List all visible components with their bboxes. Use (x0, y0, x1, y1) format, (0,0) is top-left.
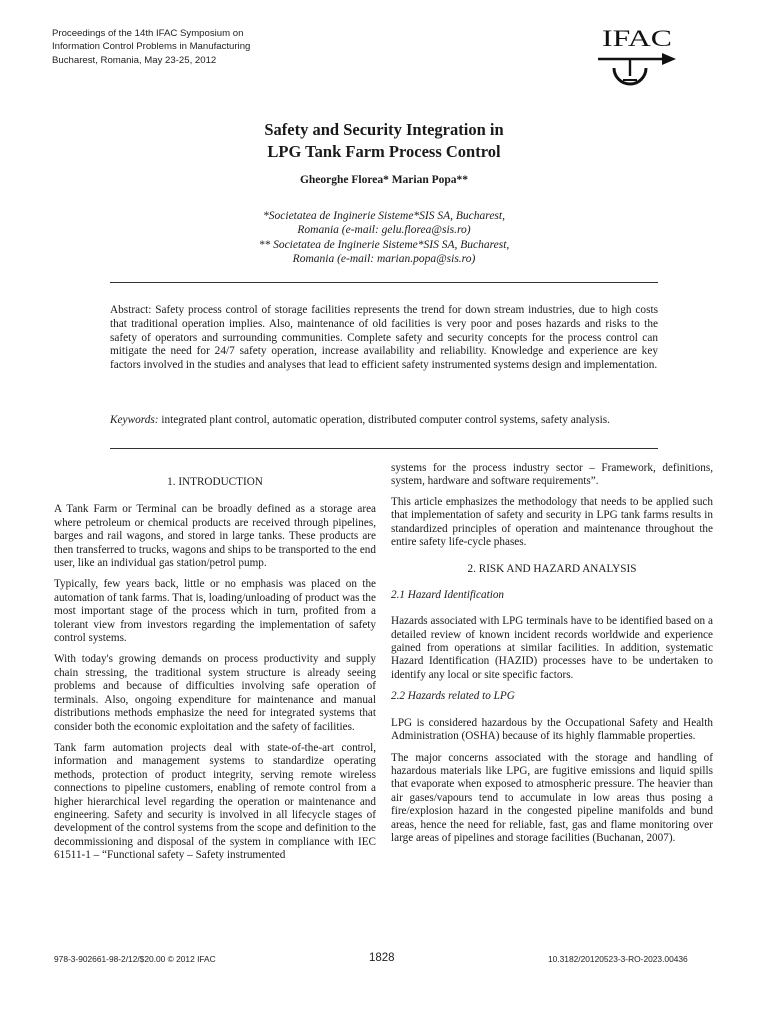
title-line: Safety and Security Integration in (264, 120, 504, 139)
body-paragraph: A Tank Farm or Terminal can be broadly defined as a storage area where petroleum or chemical products are received through pipelines, barges and rail wagons, and stored in large tanks. These products are then transferred to trucks, wagons and ships to be transported to the end user, like an individual gas station/petrol pump. (54, 503, 376, 570)
ifac-logo-text: IFAC (602, 26, 672, 51)
body-paragraph: The major concerns associated with the storage and handling of hazardous materials like LPG, are fugitive emissions and liquid spills that evaporate when exposed to atmospheric pressure. The heavier than air gases/vapours tend to accumulate in low areas thus posing a fire/explosion hazard in the congested pipeline manifolds and bund areas, hence the need for reliable, fast, gas and flame monitoring over large areas of pipelines and storage facilities (Buchanan, 2007). (391, 751, 713, 844)
section-heading-introduction: 1. INTRODUCTION (167, 476, 263, 488)
subsection-heading: 2.1 Hazard Identification (391, 588, 505, 601)
affiliation-line: ** Societatea de Inginerie Sisteme*SIS SA, Bucharest, (258, 238, 510, 251)
subsection-heading: 2.2 Hazards related to LPG (391, 690, 515, 703)
title-line: LPG Tank Farm Process Control (267, 142, 501, 161)
affiliation-line: *Societatea de Inginerie Sisteme*SIS SA, Bucharest, (263, 210, 505, 222)
page-number: 1828 (369, 952, 395, 964)
proceedings-header (52, 27, 250, 67)
right-column (391, 462, 713, 853)
body-paragraph: With today's growing demands on process productivity and supply chain stressing, the traditional system structure is already seeing problems and because of difficulties involving safe operation of terminals. Also, ongoing expenditure for maintenance and manual distributions methods emphasize the need for integrated systems that consider both the economic exploitation and the safety of facilities. (54, 653, 376, 733)
footer-isbn: 978-3-902661-98-2/12/$20.00 © 2012 IFAC (54, 954, 216, 964)
ifac-logo (596, 24, 680, 104)
body-paragraph: This article emphasizes the methodology that needs to be applied such that implementation of safety and security in LPG tank farms results in standardized principles of operation and maintenance throughout the entire safety life-cycle phases. (391, 495, 713, 549)
keywords-label: Keywords: (110, 414, 159, 426)
keywords-text: integrated plant control, automatic operation, distributed computer control systems, safety analysis. (158, 414, 610, 426)
body-paragraph: LPG is considered hazardous by the Occupational Safety and Health Administration (OSHA) because of its highly flammable properties. (391, 716, 713, 743)
section-heading-risk: 2. RISK AND HAZARD ANALYSIS (467, 563, 637, 576)
abstract: Abstract: Safety process control of storage facilities represents the trend for down stream industries, due to high costs that traditional operation implies. Also, maintenance of old facilities is very poor and poses hazards and risks to the safety of operators and surrounding communities. Complete safety and security concepts for the process control can mitigate the need for 24/7 safety operation, increase availability and reliability. Knowledge and experience are key factors involved in the studies and analyses that lead to efficient safety instrumented systems design and implementation. (110, 304, 658, 372)
body-paragraph: systems for the process industry sector – Framework, definitions, system, hardware and software requirements”. (391, 462, 713, 488)
body-paragraph: Tank farm automation projects deal with state-of-the-art control, information and management systems to standardize operating methods, protection of product integrity, serving remote wireless connections to pipeline customers, enabling of remote control from a higher hierarchical level regarding the operation or maintenance and engineering. Safety and security is involved in all lifecycle stages of development of the control systems from the scope and definition to the decommissioning and disposal of the system in compliance with IEC 61511-1 – “Functional safety – Safety instrumented (54, 741, 376, 862)
left-column (54, 462, 376, 871)
proceedings-line: Information Control Problems in Manufacturing (52, 41, 251, 53)
body-paragraph: Hazards associated with LPG terminals have to be identified based on a detailed review of known incident records worldwide and experience gained from operations at similar facilities. In addition, systematic Hazard Identification (HAZID) processes have to be undertaken to identify any local or site specific factors. (391, 615, 713, 681)
bottom-rule (110, 448, 658, 449)
footer-doi: 10.3182/20120523-3-RO-2023.00436 (548, 954, 688, 964)
authors: Gheorghe Florea* Marian Popa** (299, 174, 469, 186)
proceedings-line: Proceedings of the 14th IFAC Symposium on (52, 28, 244, 39)
affiliation-line: Romania (e-mail: marian.popa@sis.ro) (292, 252, 476, 265)
affiliation-line: Romania (e-mail: gelu.florea@sis.ro) (297, 224, 471, 237)
proceedings-line: Bucharest, Romania, May 23-25, 2012 (52, 54, 217, 66)
paper-title (0, 119, 768, 163)
affiliations (0, 209, 768, 266)
top-rule (110, 282, 658, 283)
body-paragraph: Typically, few years back, little or no emphasis was placed on the automation of tank farms. That is, loading/unloading of product was the most important stage of the process which in turn, profited from a tolerant view from investors regarding the implementation of safety control systems. (54, 578, 376, 645)
keywords (110, 414, 658, 428)
